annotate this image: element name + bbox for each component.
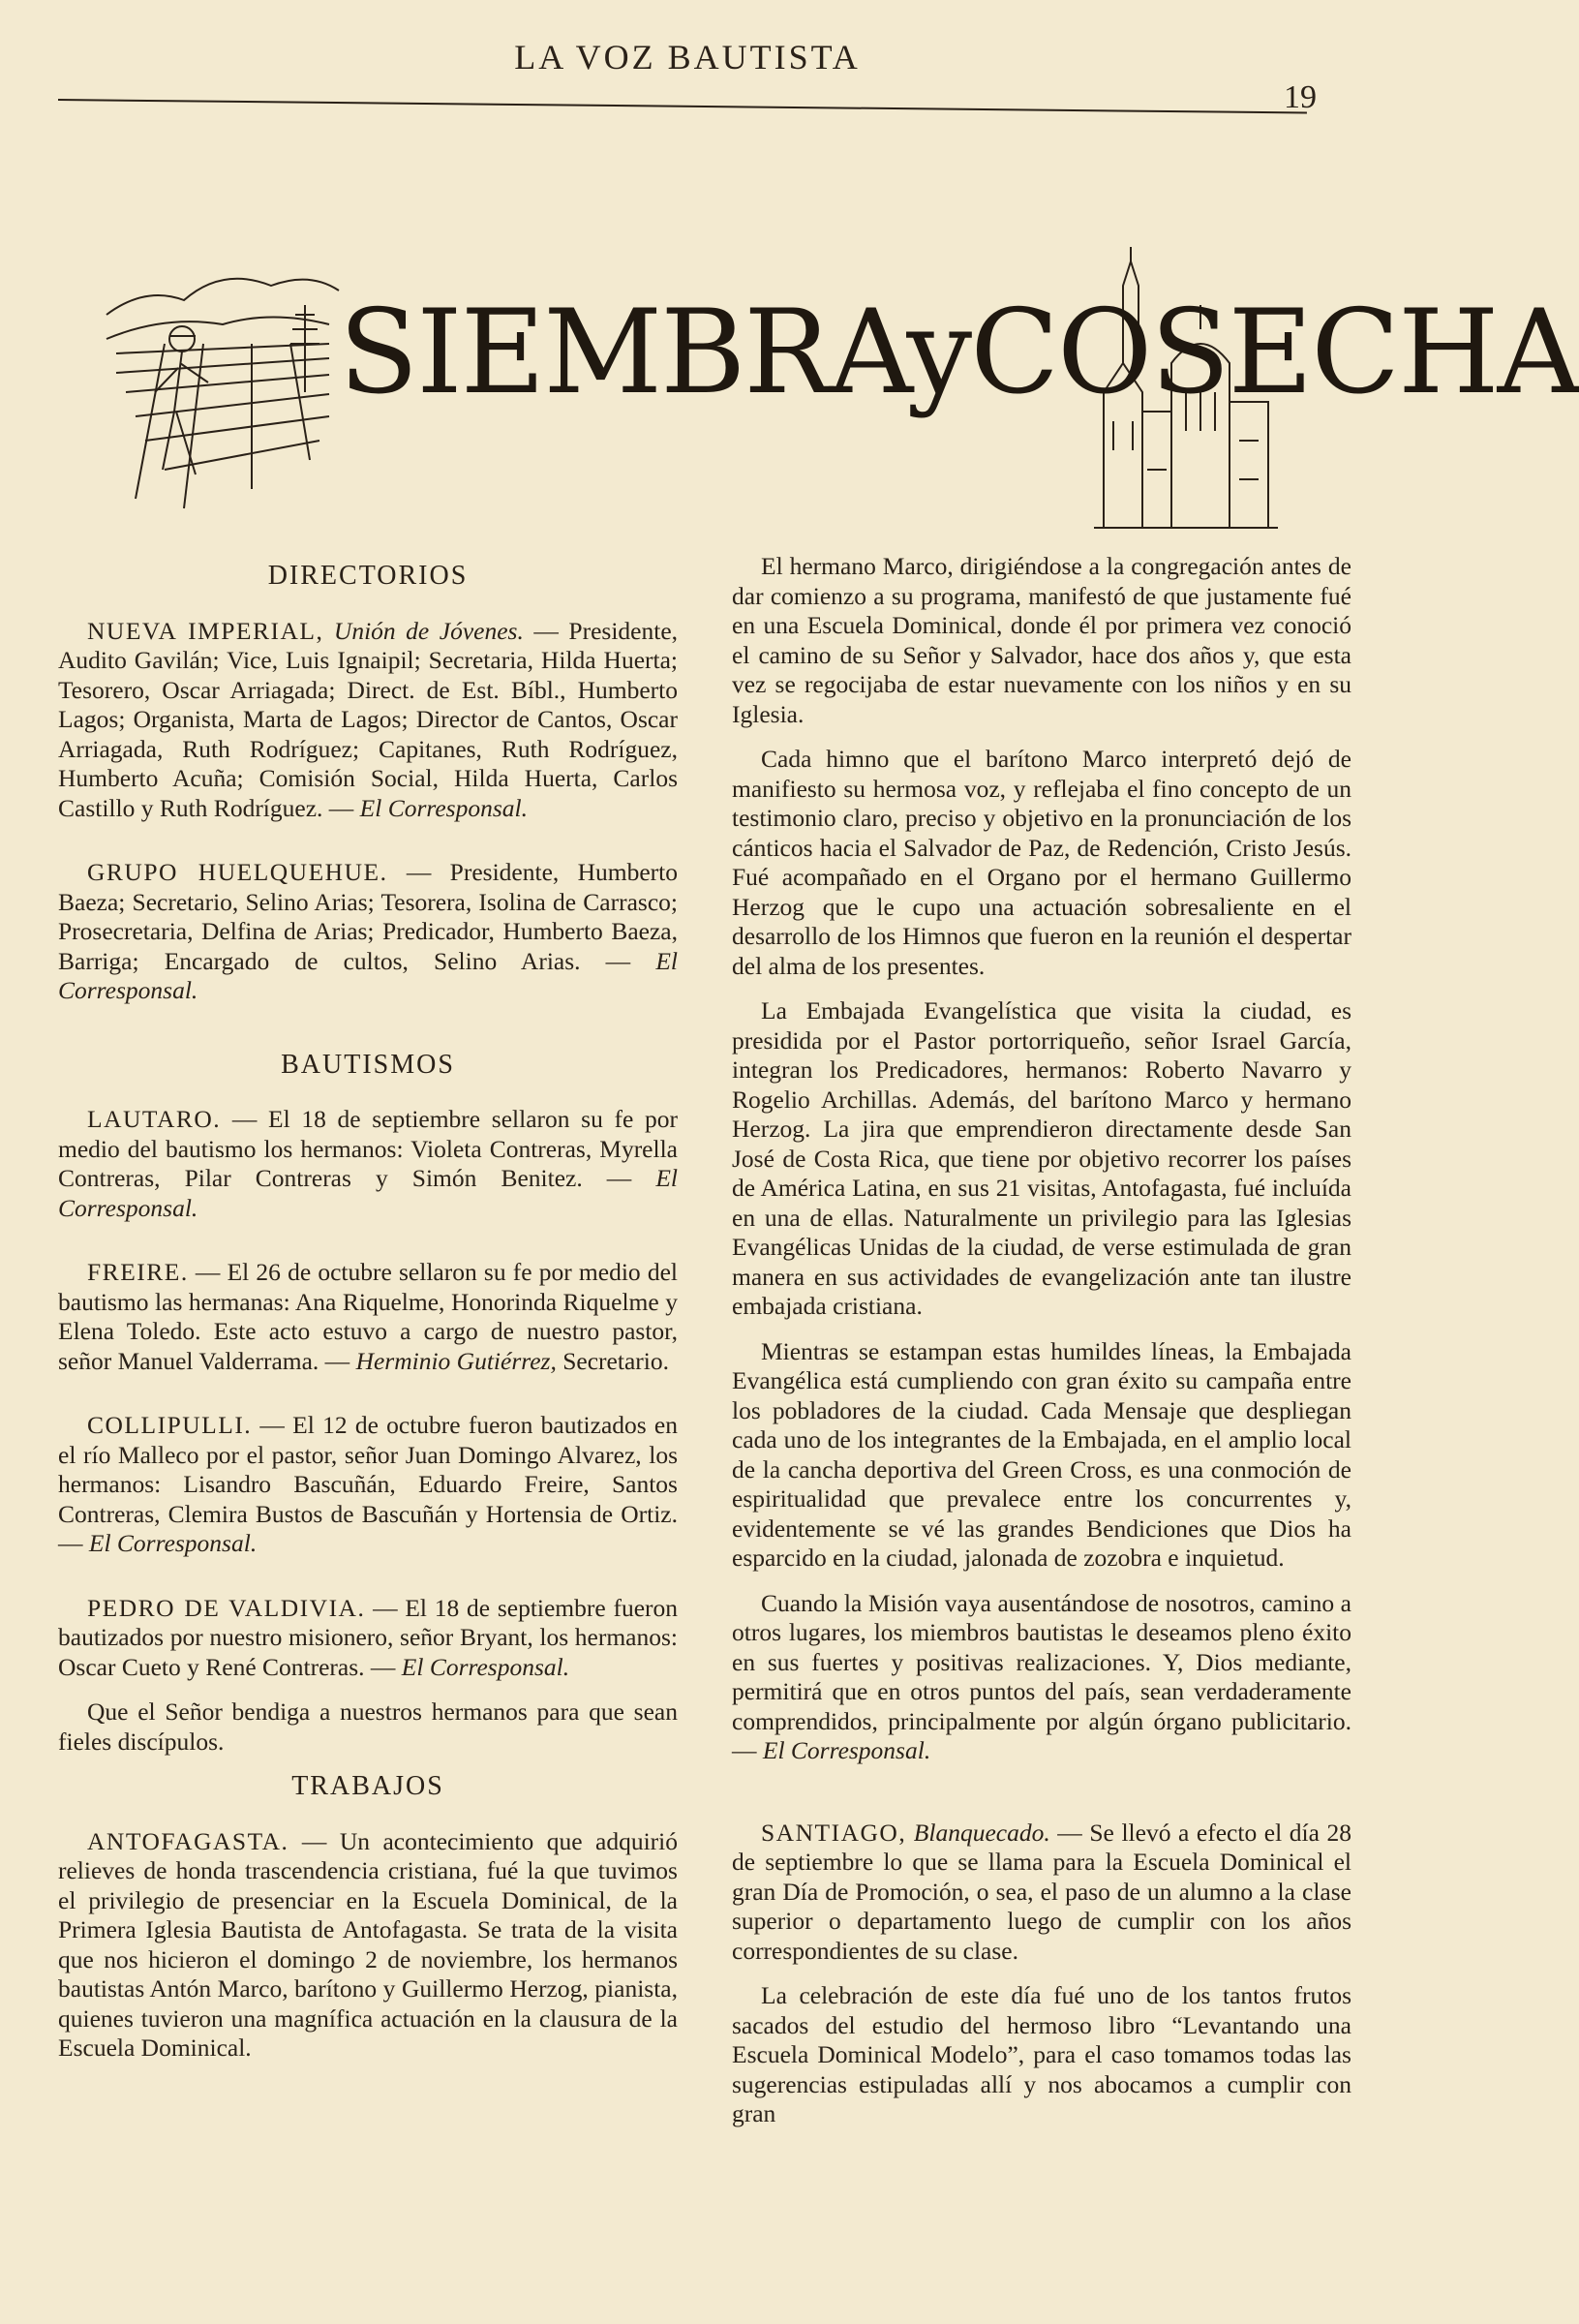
place-name: ANTOFAGASTA.: [87, 1826, 289, 1855]
paragraph: Mientras se estampan estas humildes líneas, la Embajada Evangélica está cumpliendo con gran éxito su campaña entre los pobladores de la ciudad. Cada Mensaje que despliegan cada uno de los integrantes de la Embajada, en el amplio local de la cancha deportiva del Green Cross, es una conmoción de espiritualidad que prevalece entre los concurrentes y, evidentemente se vé las grandes Bendiciones que Dios ha esparcido en la ciudad, jalonada de zozobra e inquietud.: [732, 1336, 1351, 1572]
header-rule: [58, 99, 1307, 114]
group-name: Blanquecado.: [913, 1818, 1050, 1847]
place-name: PEDRO DE VALDIVIA.: [87, 1593, 366, 1622]
place-name: LAUTARO.: [87, 1105, 222, 1133]
signature: Herminio Gutiérrez,: [355, 1346, 557, 1375]
entry-text: — Presidente, Audito Gavilán; Vice, Luis Ignaipil; Secretaria, Hilda Huerta; Tesorero, Oscar Arriagada; Direct. de Est. Bíbl., Humberto Lagos; Organista, Marta de Lagos; Director de Cantos, Oscar Arriagada, Ruth Rodríguez; Capitanes, Ruth Rodríguez, Humberto Acuña; Comisión Social, Hilda Huerta, Carlos Castillo y Ruth Rodríguez. —: [58, 616, 679, 822]
siembra-y-cosecha-banner: [106, 247, 1579, 528]
entry-freire: [58, 1258, 678, 1376]
entry-text: — Se llevó a efecto el día 28 de septiembre lo que se llama para la Escuela Dominical el gran Día de Promoción, o sea, el paso de un alumno a la clase superior o departamento luego de cumplir con los años correspondientes de su clase.: [732, 1818, 1351, 1965]
paragraph: El hermano Marco, dirigiéndose a la congregación antes de dar comienzo a su programa, manifestó de que justamente fué en una Escuela Dominical, donde él por primera vez conoció el camino de su Señor y Salvador, hace dos años y, que esta vez se regocijaba de estar nuevamente con los niños y en su Iglesia.: [732, 552, 1351, 728]
paragraph: La Embajada Evangelística que visita la ciudad, es presidida por el Pastor portorriqueño, señor Israel García, integran los Predicadores, hermanos: Roberto Navarro y Rogelio Archillas. Además, del barítono Marco y hermano Herzog. La jira que emprendieron directamente desde San José de Costa Rica, que tiene por objetivo recorrer los países de América Latina, en sus 21 visitas, Antofagasta, fué incluída en una de ellas. Naturalmente un privilegio para las Iglesias Evangélicas Unidas de la ciudad, de verse estimulada de gran manera en sus actividades de evangelización ante tan ilustre embajada cristiana.: [732, 996, 1351, 1320]
signature: El Corresponsal.: [88, 1529, 258, 1557]
section-heading-bautismos: BAUTISMOS: [281, 1049, 455, 1080]
entry-grupo-huelquehue: [58, 858, 678, 1006]
signature: El Corresponsal.: [762, 1736, 931, 1764]
section-heading-directorios: DIRECTORIOS: [267, 561, 469, 591]
signature: El Corresponsal.: [58, 946, 678, 1004]
entry-pedro-de-valdivia: [58, 1594, 678, 1683]
paragraph: Cada himno que el barítono Marco interpretó dejó de manifiesto su hermosa voz, y reflejaba el fino concepto de un testimonio claro, preciso y objetivo en la pronunciación de los cánticos hacia el Salvador de Paz, de Redención, Cristo Jesús. Fué acompañado en el Organo por el hermano Guillermo Herzog que le cupo una actuación sobresaliente en el desarrollo de los Himnos que fueron en la reunión el despertar del alma de los presentes.: [732, 745, 1351, 980]
entry-antofagasta: [58, 1827, 678, 2064]
entry-text: — Presidente, Humberto Baeza; Secretario, Selino Arias; Tesorera, Isolina de Carrasco; Prosecretaria, Delfina de Arias; Predicador, Humberto Baeza, Barriga; Encargado de cultos, Selino Arias. —: [58, 858, 679, 975]
place-name: GRUPO HUELQUEHUE.: [87, 858, 388, 886]
paragraph-text: Cuando la Misión vaya ausentándose de nosotros, camino a otros lugares, los miembros bautistas le deseamos pleno éxito en sus fuertes y positivas realizaciones. Y, Dios mediante, permitirá que en otros puntos del país, sean verdaderamente comprendidos, principalmente por algún órgano publicitario. —: [732, 1588, 1351, 1764]
bautismos-closing: Que el Señor bendiga a nuestros hermanos para que sean fieles discípulos.: [58, 1697, 678, 1756]
signature-title: Secretario.: [556, 1346, 669, 1375]
entry-nueva-imperial: [58, 617, 678, 824]
page-header: [58, 29, 1317, 116]
page-number: 19: [1284, 79, 1317, 115]
place-name: NUEVA IMPERIAL,: [87, 616, 324, 645]
entry-lautaro: [58, 1105, 678, 1223]
entry-text: — El 18 de septiembre fueron bautizados por nuestro misionero, señor Bryant, los hermanos: Oscar Cueto y René Contreras. —: [58, 1593, 679, 1681]
entry-text: — Un acontecimiento que adquirió relieves de honda trascendencia cristiana, fué la que tuvimos el privilegio de presenciar en la Escuela Dominical, de la Primera Iglesia Bautista de Antofagasta. Se trata de la visita que nos hicieron el domingo 2 de noviembre, los hermanos bautistas Antón Marco, barítono y Guillermo Herzog, pianista, quienes tuvieron una magnífica actuación en la clausura de la Escuela Dominical.: [58, 1826, 678, 2062]
entry-text: — El 18 de septiembre sellaron su fe por medio del bautismo los hermanos: Violeta Contreras, Myrella Contreras, Pilar Contreras y Simón Benitez. —: [58, 1105, 678, 1192]
group-name: Unión de Jóvenes.: [333, 616, 524, 645]
entry-collipulli: [58, 1411, 678, 1559]
place-name: COLLIPULLI.: [87, 1411, 253, 1439]
signature: El Corresponsal.: [401, 1652, 570, 1681]
paragraph: [732, 1589, 1351, 1766]
right-column: [732, 552, 1351, 2145]
running-title: LA VOZ BAUTISTA: [514, 38, 861, 76]
place-name: SANTIAGO,: [761, 1818, 907, 1847]
entry-text: — El 26 de octubre sellaron su fe por medio del bautismo las hermanas: Ana Riquelme, Honorinda Riquelme y Elena Toledo. Este acto estuvo a cargo de nuestro pastor, señor Manuel Valderrama. —: [58, 1258, 678, 1375]
paragraph: La celebración de este día fué uno de los tantos frutos sacados del estudio del hermoso libro “Levantando una Escuela Dominical Modelo”, para el caso tomamos todas las sugerencias estipuladas allí y nos abocamos a cumplir con gran: [732, 1981, 1351, 2127]
entry-text: — El 12 de octubre fueron bautizados en el río Malleco por el pastor, señor Juan Domingo Alvarez, los hermanos: Lisandro Bascuñán, Eduardo Freire, Santos Contreras, Clemira Bustos de Bascuñán y Hortensia de Ortiz. —: [58, 1411, 678, 1557]
section-heading-trabajos: TRABAJOS: [291, 1771, 444, 1801]
signature: El Corresponsal.: [58, 1164, 678, 1222]
place-name: FREIRE.: [87, 1258, 189, 1286]
signature: El Corresponsal.: [359, 793, 528, 822]
banner-title: SIEMBRAyCOSECHA: [339, 286, 1579, 420]
left-column: [58, 552, 678, 2079]
entry-santiago: [732, 1819, 1351, 1967]
